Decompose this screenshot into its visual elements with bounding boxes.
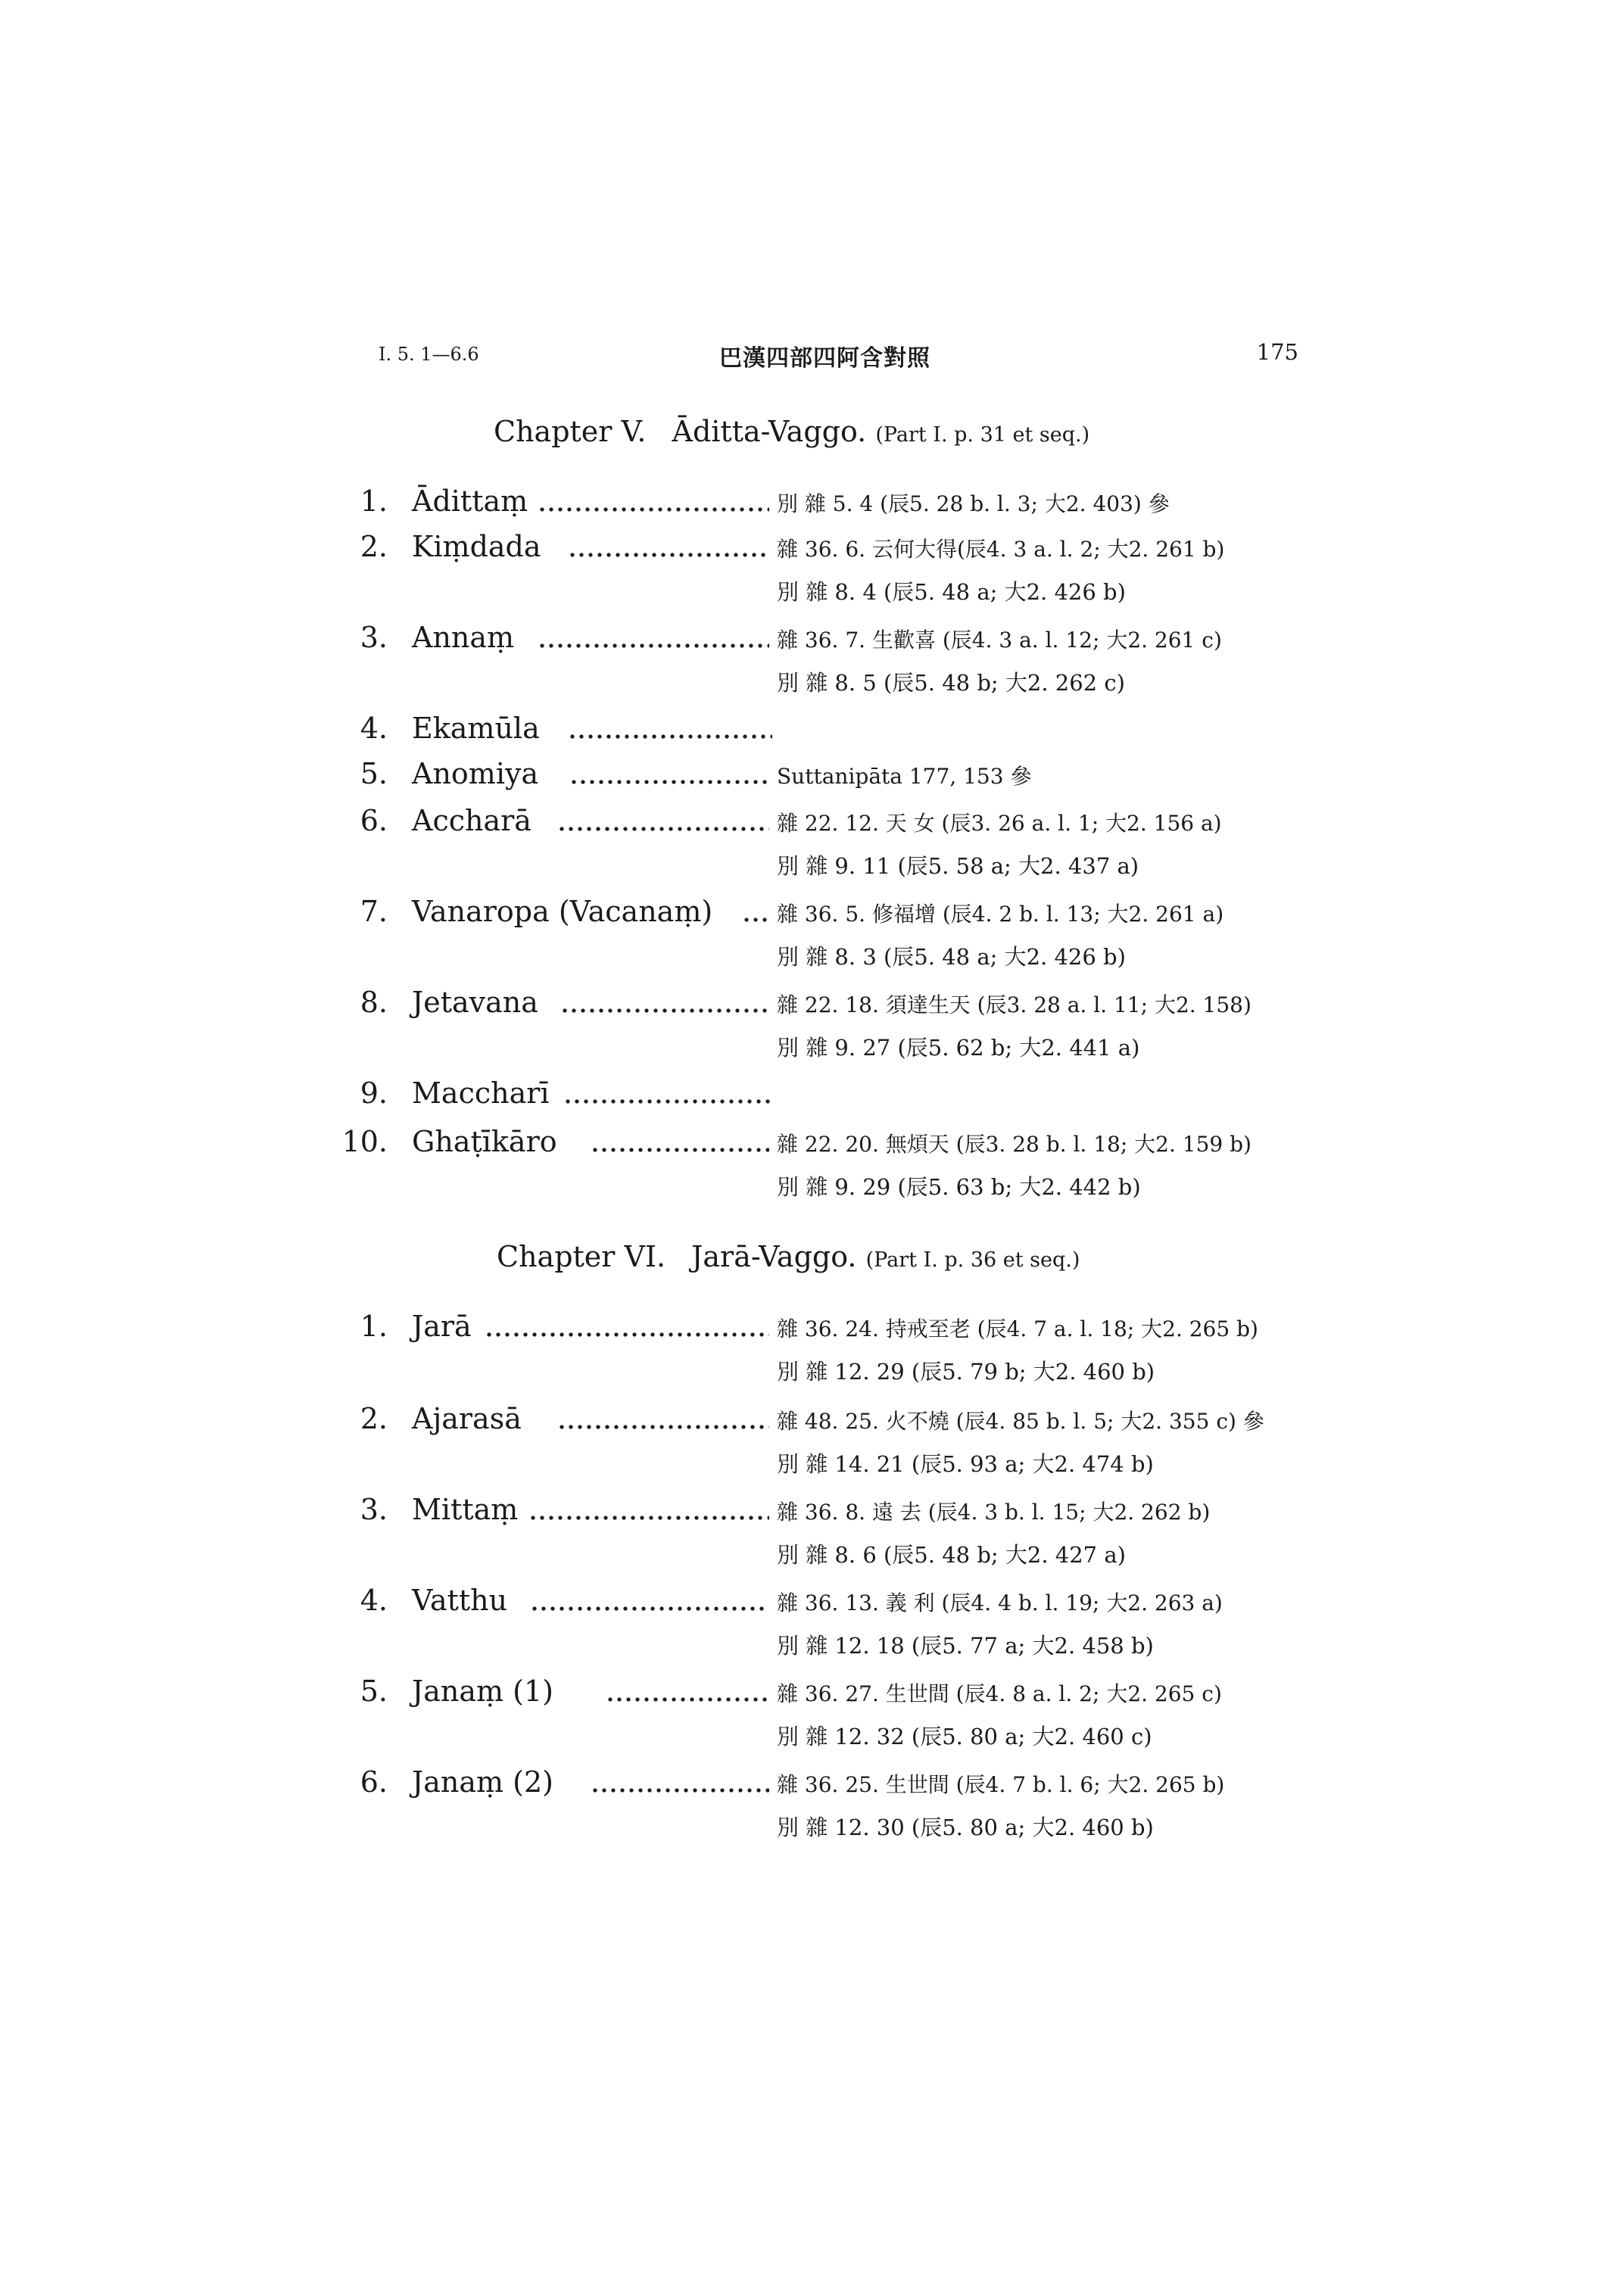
entry-title: Kiṃdada bbox=[412, 530, 541, 563]
dot-leader bbox=[560, 1008, 769, 1013]
sutta-entry bbox=[348, 1402, 1333, 1447]
entry-title: Vanaropa (Vacanaṃ) bbox=[412, 895, 713, 928]
entry-title: Annaṃ bbox=[412, 621, 515, 654]
parallel-reference: 別 雜 9. 27 (辰5. 62 b; 大2. 441 a) bbox=[777, 1035, 1140, 1061]
chapter-reference: (Part I. p. 36 et seq.) bbox=[865, 1248, 1080, 1272]
sutta-entry bbox=[348, 895, 1333, 940]
parallel-reference: 雜 36. 6. 云何大得(辰4. 3 a. l. 2; 大2. 261 b) bbox=[777, 537, 1225, 562]
entry-title: Mittaṃ bbox=[412, 1493, 519, 1526]
dot-leader bbox=[530, 1606, 765, 1611]
parallel-reference: Suttanipāta 177, 153 參 bbox=[777, 764, 1032, 789]
entry-number: 1. bbox=[360, 484, 388, 518]
entry-number: 4. bbox=[360, 1584, 388, 1617]
sutta-entry bbox=[348, 1076, 1333, 1122]
sutta-entry bbox=[341, 1125, 1333, 1170]
entry-number: 2. bbox=[360, 1402, 388, 1435]
entry-title: Anomiya bbox=[412, 757, 539, 790]
entry-number: 7. bbox=[360, 895, 388, 928]
dot-leader bbox=[569, 780, 769, 784]
sutta-entry bbox=[348, 1765, 1333, 1811]
entry-title: Accharā bbox=[412, 804, 531, 837]
entry-number: 8. bbox=[360, 986, 388, 1019]
entry-number: 6. bbox=[360, 804, 388, 837]
dot-leader bbox=[528, 1516, 769, 1520]
entry-number: 6. bbox=[360, 1765, 388, 1799]
entry-title: Ekamūla bbox=[412, 712, 540, 745]
entry-title: Vatthu bbox=[412, 1584, 508, 1617]
dot-leader bbox=[538, 643, 769, 648]
book-title: 巴漢四部四阿含對照 bbox=[719, 345, 930, 372]
entry-title: Janaṃ (1) bbox=[412, 1675, 553, 1708]
parallel-reference: 雜 36. 24. 持戒至老 (辰4. 7 a. l. 18; 大2. 265 b) bbox=[777, 1316, 1258, 1341]
sutta-entry bbox=[348, 621, 1333, 666]
parallel-reference: 雜 22. 20. 無煩天 (辰3. 28 b. l. 18; 大2. 159 b) bbox=[777, 1132, 1252, 1157]
parallel-reference: 雜 22. 12. 天 女 (辰3. 26 a. l. 1; 大2. 156 a) bbox=[777, 811, 1222, 836]
chapter-name: Āditta-Vaggo. bbox=[672, 415, 867, 448]
sutta-entry bbox=[348, 1310, 1333, 1355]
dot-leader bbox=[568, 553, 769, 557]
sutta-entry bbox=[348, 712, 1333, 757]
dot-leader bbox=[557, 1425, 769, 1429]
entry-number: 5. bbox=[360, 1675, 388, 1708]
entry-number: 5. bbox=[360, 757, 388, 790]
entry-title: Janaṃ (2) bbox=[412, 1765, 553, 1799]
parallel-reference: 別 雜 14. 21 (辰5. 93 a; 大2. 474 b) bbox=[777, 1451, 1154, 1477]
parallel-reference: 雜 36. 7. 生歡喜 (辰4. 3 a. l. 12; 大2. 261 c) bbox=[777, 628, 1222, 653]
parallel-reference: 雜 36. 25. 生世間 (辰4. 7 b. l. 6; 大2. 265 b) bbox=[777, 1772, 1225, 1797]
dot-leader bbox=[568, 734, 772, 739]
sutta-entry bbox=[348, 1675, 1333, 1720]
parallel-reference: 別 雜 12. 29 (辰5. 79 b; 大2. 460 b) bbox=[777, 1359, 1155, 1385]
dot-leader bbox=[485, 1332, 769, 1337]
dot-leader bbox=[591, 1788, 769, 1793]
parallel-reference: 雜 22. 18. 須達生天 (辰3. 28 a. l. 11; 大2. 158) bbox=[777, 992, 1252, 1017]
entry-number: 3. bbox=[360, 1493, 388, 1526]
chapter-reference: (Part I. p. 31 et seq.) bbox=[875, 423, 1090, 447]
parallel-reference: 別 雜 12. 18 (辰5. 77 a; 大2. 458 b) bbox=[777, 1633, 1154, 1659]
dot-leader bbox=[591, 1148, 769, 1152]
page-number: 175 bbox=[1256, 339, 1298, 365]
parallel-reference: 雜 36. 13. 義 利 (辰4. 4 b. l. 19; 大2. 263 a) bbox=[777, 1590, 1223, 1615]
parallel-reference: 別 雜 12. 32 (辰5. 80 a; 大2. 460 c) bbox=[777, 1724, 1152, 1749]
parallel-reference: 別 雜 9. 11 (辰5. 58 a; 大2. 437 a) bbox=[777, 853, 1139, 879]
entry-number: 3. bbox=[360, 621, 388, 654]
parallel-reference: 別 雜 12. 30 (辰5. 80 a; 大2. 460 b) bbox=[777, 1815, 1154, 1840]
chapter-heading bbox=[494, 415, 1089, 448]
entry-number: 1. bbox=[360, 1310, 388, 1343]
parallel-reference: 別 雜 8. 3 (辰5. 48 a; 大2. 426 b) bbox=[777, 944, 1126, 970]
entry-title: Ghaṭīkāro bbox=[412, 1125, 557, 1158]
running-head bbox=[363, 339, 1298, 372]
dot-leader bbox=[606, 1697, 769, 1702]
sutta-entry bbox=[348, 757, 1333, 802]
entry-number: 2. bbox=[360, 530, 388, 563]
section-range: I. 5. 1—6.6 bbox=[379, 344, 479, 365]
sutta-entry bbox=[348, 804, 1333, 849]
entry-number: 4. bbox=[360, 712, 388, 745]
parallel-reference: 別 雜 8. 4 (辰5. 48 a; 大2. 426 b) bbox=[777, 579, 1126, 605]
dot-leader bbox=[538, 507, 769, 512]
sutta-entry bbox=[348, 530, 1333, 575]
parallel-reference: 別 雜 8. 6 (辰5. 48 b; 大2. 427 a) bbox=[777, 1542, 1126, 1568]
chapter-title: Chapter VI. bbox=[497, 1240, 666, 1273]
sutta-entry bbox=[348, 484, 1333, 530]
entry-title: Ādittaṃ bbox=[412, 484, 528, 518]
dot-leader bbox=[742, 918, 769, 922]
entry-number: 10. bbox=[341, 1125, 388, 1158]
dot-leader bbox=[563, 1099, 772, 1104]
sutta-entry bbox=[348, 986, 1333, 1031]
sutta-entry bbox=[348, 1493, 1333, 1538]
parallel-reference: 雜 36. 5. 修福增 (辰4. 2 b. l. 13; 大2. 261 a) bbox=[777, 902, 1224, 927]
parallel-reference: 雜 48. 25. 火不燒 (辰4. 85 b. l. 5; 大2. 355 c) 參 bbox=[777, 1409, 1264, 1434]
sutta-entry bbox=[348, 1584, 1333, 1629]
chapter-name: Jarā-Vaggo. bbox=[691, 1240, 857, 1273]
entry-title: Ajarasā bbox=[412, 1402, 522, 1435]
parallel-reference: 別 雜 9. 29 (辰5. 63 b; 大2. 442 b) bbox=[777, 1174, 1141, 1200]
chapter-title: Chapter V. bbox=[494, 415, 647, 448]
parallel-reference: 雜 36. 8. 遠 去 (辰4. 3 b. l. 15; 大2. 262 b) bbox=[777, 1500, 1211, 1525]
entry-number: 9. bbox=[360, 1076, 388, 1110]
entry-title: Jetavana bbox=[412, 986, 538, 1019]
entry-title: Maccharī bbox=[412, 1076, 550, 1110]
parallel-reference: 雜 36. 27. 生世間 (辰4. 8 a. l. 2; 大2. 265 c) bbox=[777, 1681, 1222, 1706]
dot-leader bbox=[557, 827, 769, 831]
entry-title: Jarā bbox=[412, 1310, 472, 1343]
chapter-heading bbox=[497, 1240, 1080, 1273]
parallel-reference: 別 雜 5. 4 (辰5. 28 b. l. 3; 大2. 403) 參 bbox=[777, 491, 1170, 516]
parallel-reference: 別 雜 8. 5 (辰5. 48 b; 大2. 262 c) bbox=[777, 670, 1125, 696]
